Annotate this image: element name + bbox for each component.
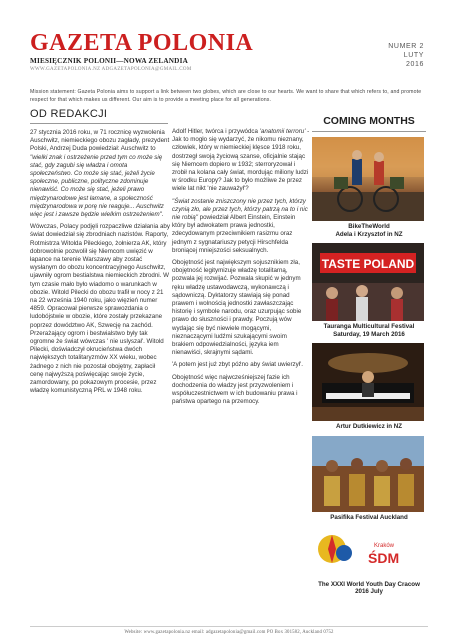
editorial-text: 27 stycznia 2016 roku, w 71 rocznicę wyzwolenia Auschwitz, niemieckiego obozu zagłady, prezydent Polski, Andrzej Duda powiedział: Auschwitz to	[30, 129, 170, 153]
editorial-quote: 'anatomii terroru'	[259, 128, 306, 135]
newspaper-website[interactable]: WWW.GAZETAPOLONIA.NZ ADGAZETAPOLONIA@GMAIL.COM	[30, 67, 192, 72]
wyd-logo-city: Kraków	[374, 542, 395, 549]
masthead	[30, 30, 330, 72]
festival-banner-text: TASTE POLAND	[321, 257, 415, 272]
caption-line: BikeTheWorld	[348, 223, 390, 230]
issue-month: LUTY	[403, 52, 424, 59]
editorial-paragraph: Wówczas, Polacy podjęli rozpaczliwe działania aby świat dowiedział się zbrodniach nazistów. Raporty, Rotmistrza Witolda Pileckiego, żołnierza AK, który dobrowolnie pozwolił się Niemcom uwięzić w łapance na terenie Warszawy aby zostać wysłanym do obozu koncentracyjnego Auschwitz, ujawniły ogrom bestialstwa niemieckich zbrodni. W tym czasie mało było wiadomo o warunkach w obozie. Witold Pilecki do obozu trafił w nocy z 21 na 22 września 1940 roku, jako więzień numer 4859. Opracował pierwsze sprawozdania o ludobójstwie w obozie, które zostały przekazane poprzez dowództwo AK, Szwecję na zachód. Przerażający ogrom i bestwialstwo były tak ogromne że świat wówczas ' nie uslyszał'. Witold Pilecki, doświadczył okrucieństwa dwóch największych totalitaryzmów XX wieku, wobec żadnego z nich nie pozostał obojętny, zapłacił cenę najwyższą poświęcając swoje życie, zamordowany, po pokazowym procesie, przez władzę komunistyczną PRL w 1948 roku.	[30, 223, 170, 395]
editorial-quote: "wielki znak i ostrzeżenie przed tym co może się stać, gdy zagubi się władza i omota społeczeństwo. Co może się stać, jeżeli życie społeczne, publiczne, polityczne zdominuje nienawiść. Co może się stać, jeżeli prawo międzynarodowe jest łamane, a społeczność międzynarodowa w porę nie reaguje... Auschwitz więc jest i zawsze będzie wielkim ostrzeżeniem".	[30, 153, 164, 219]
wyd-logo-text: ŚDM	[368, 549, 400, 566]
caption-pasifika-festival: Pasifika Festival Auckland	[330, 513, 408, 521]
editorial-text: Adolf Hitler, twórca i przywódca	[172, 128, 260, 135]
page-footer: Website: www.gazetapolonia.nz email: adgazetapolonia@gmail.com PO Box 301582, Auckland 0752	[30, 626, 428, 635]
editorial-text: - Jak to mogło się wydarzyć, że nikomu nieznany, człowiek, który w niemieckiej klęsce 1918 roku, dostrzegł swoją życiową szanse, oficjalnie stając się Niemcem dopiero w 1932; sterroryzował i zrobił na kolana cały świat, mordując miliony ludzi w środku Europy? Jak to było możliwe że przez wiele lat nikt 'nie zauważył'?	[172, 128, 310, 193]
festival-stall-icon	[312, 243, 424, 321]
caption-tauranga-festival: Tauranga Multicultural Festival Saturday, 19 March 2016	[323, 323, 415, 338]
dancers-icon	[312, 436, 424, 512]
caption-world-youth-day: The XXXI World Youth Day Cracow 2016 July	[318, 580, 420, 596]
editorial-text: powiedział Albert Einstein, Einstein który był adwokatem prawa jednostki, zdecydowanym przeciwnikiem rasizmu oraz jednym z sygnatariuszy petycji Hirschfelda broniącej mniejszości seksualnych.	[172, 214, 296, 254]
editorial-paragraph: Obojętność jest największym sojusznikiem zła, obojętność legitymizuje władzę totalitarną, pozwala jej rozwijać. Pozwala skupić w jednym ręku władzę ustawodawczą, wykonawczą i sądowniczą. Dyktatorzy stawiają się ponad prawem i wolnością jednostki zawłaszczając historię i symbole narodu, oraz uzurpując sobie prawo do słuszności i prawdy. Poczują wów wydając się być niewiele mogącymi, nieznaczącymi ludźmi szukającymi swoim brakiem odpowiedzialności, języka iem nienawiści, skrajnymi sądami.	[172, 259, 302, 357]
caption-line: Adela i Krzysztof in NZ	[335, 230, 403, 238]
mission-statement: Mission statement: Gazeta Polonia aims to support a link between two globes, which are close to our hearts. We want to share that which refers to, and promote respect for that which makes us different. Our aim is to provide a meeting place for all generations.	[30, 89, 422, 103]
cyclists-icon	[312, 137, 424, 221]
einstein-quote: "Świat zostanie zniszczony nie przez tych, którzy czynią zło, ale przez tych, którzy patrzą na to i nic nie robią"	[172, 197, 308, 222]
editorial-paragraph	[172, 198, 310, 255]
wyd-logo	[312, 527, 424, 579]
editorial-paragraph: Obojętność więc najwcześniejszej fazie ich dochodzenia do władzy jest przyzwoleniem i współuczestnictwem w ich budowaniu prawa i państwa opartego na przemocy.	[172, 373, 298, 406]
caption-artur-dutkiewicz: Artur Dutkiewicz in NZ	[335, 423, 402, 431]
newspaper-title: GAZETA POLONIA	[30, 30, 254, 56]
issue-year: 2016	[406, 61, 424, 68]
issue-number: NUMER 2	[388, 43, 424, 50]
world-youth-day-logo-icon	[312, 527, 424, 579]
piano-concert-photo	[312, 343, 424, 421]
issue-info	[388, 42, 424, 69]
editorial-paragraph	[172, 128, 310, 194]
newspaper-subtitle: MIESIĘCZNIK POLONII—NOWA ZELANDIA	[30, 57, 188, 65]
cyclists-photo	[312, 137, 424, 221]
festival-photo	[312, 243, 424, 321]
sidebar-heading: COMING MONTHS	[312, 112, 426, 132]
piano-icon	[312, 343, 424, 421]
editorial-column-1	[30, 129, 170, 400]
pasifika-photo	[312, 436, 424, 512]
coming-months-sidebar	[312, 112, 426, 601]
editorial-paragraph	[30, 129, 170, 219]
editorial-paragraph: 'A potem jest już zbyt późno aby świat uwierzył'.	[172, 361, 303, 369]
editorial-heading: OD REDAKCJI	[30, 108, 168, 124]
caption-bike-the-world	[312, 223, 426, 238]
editorial-column-2	[172, 128, 310, 411]
